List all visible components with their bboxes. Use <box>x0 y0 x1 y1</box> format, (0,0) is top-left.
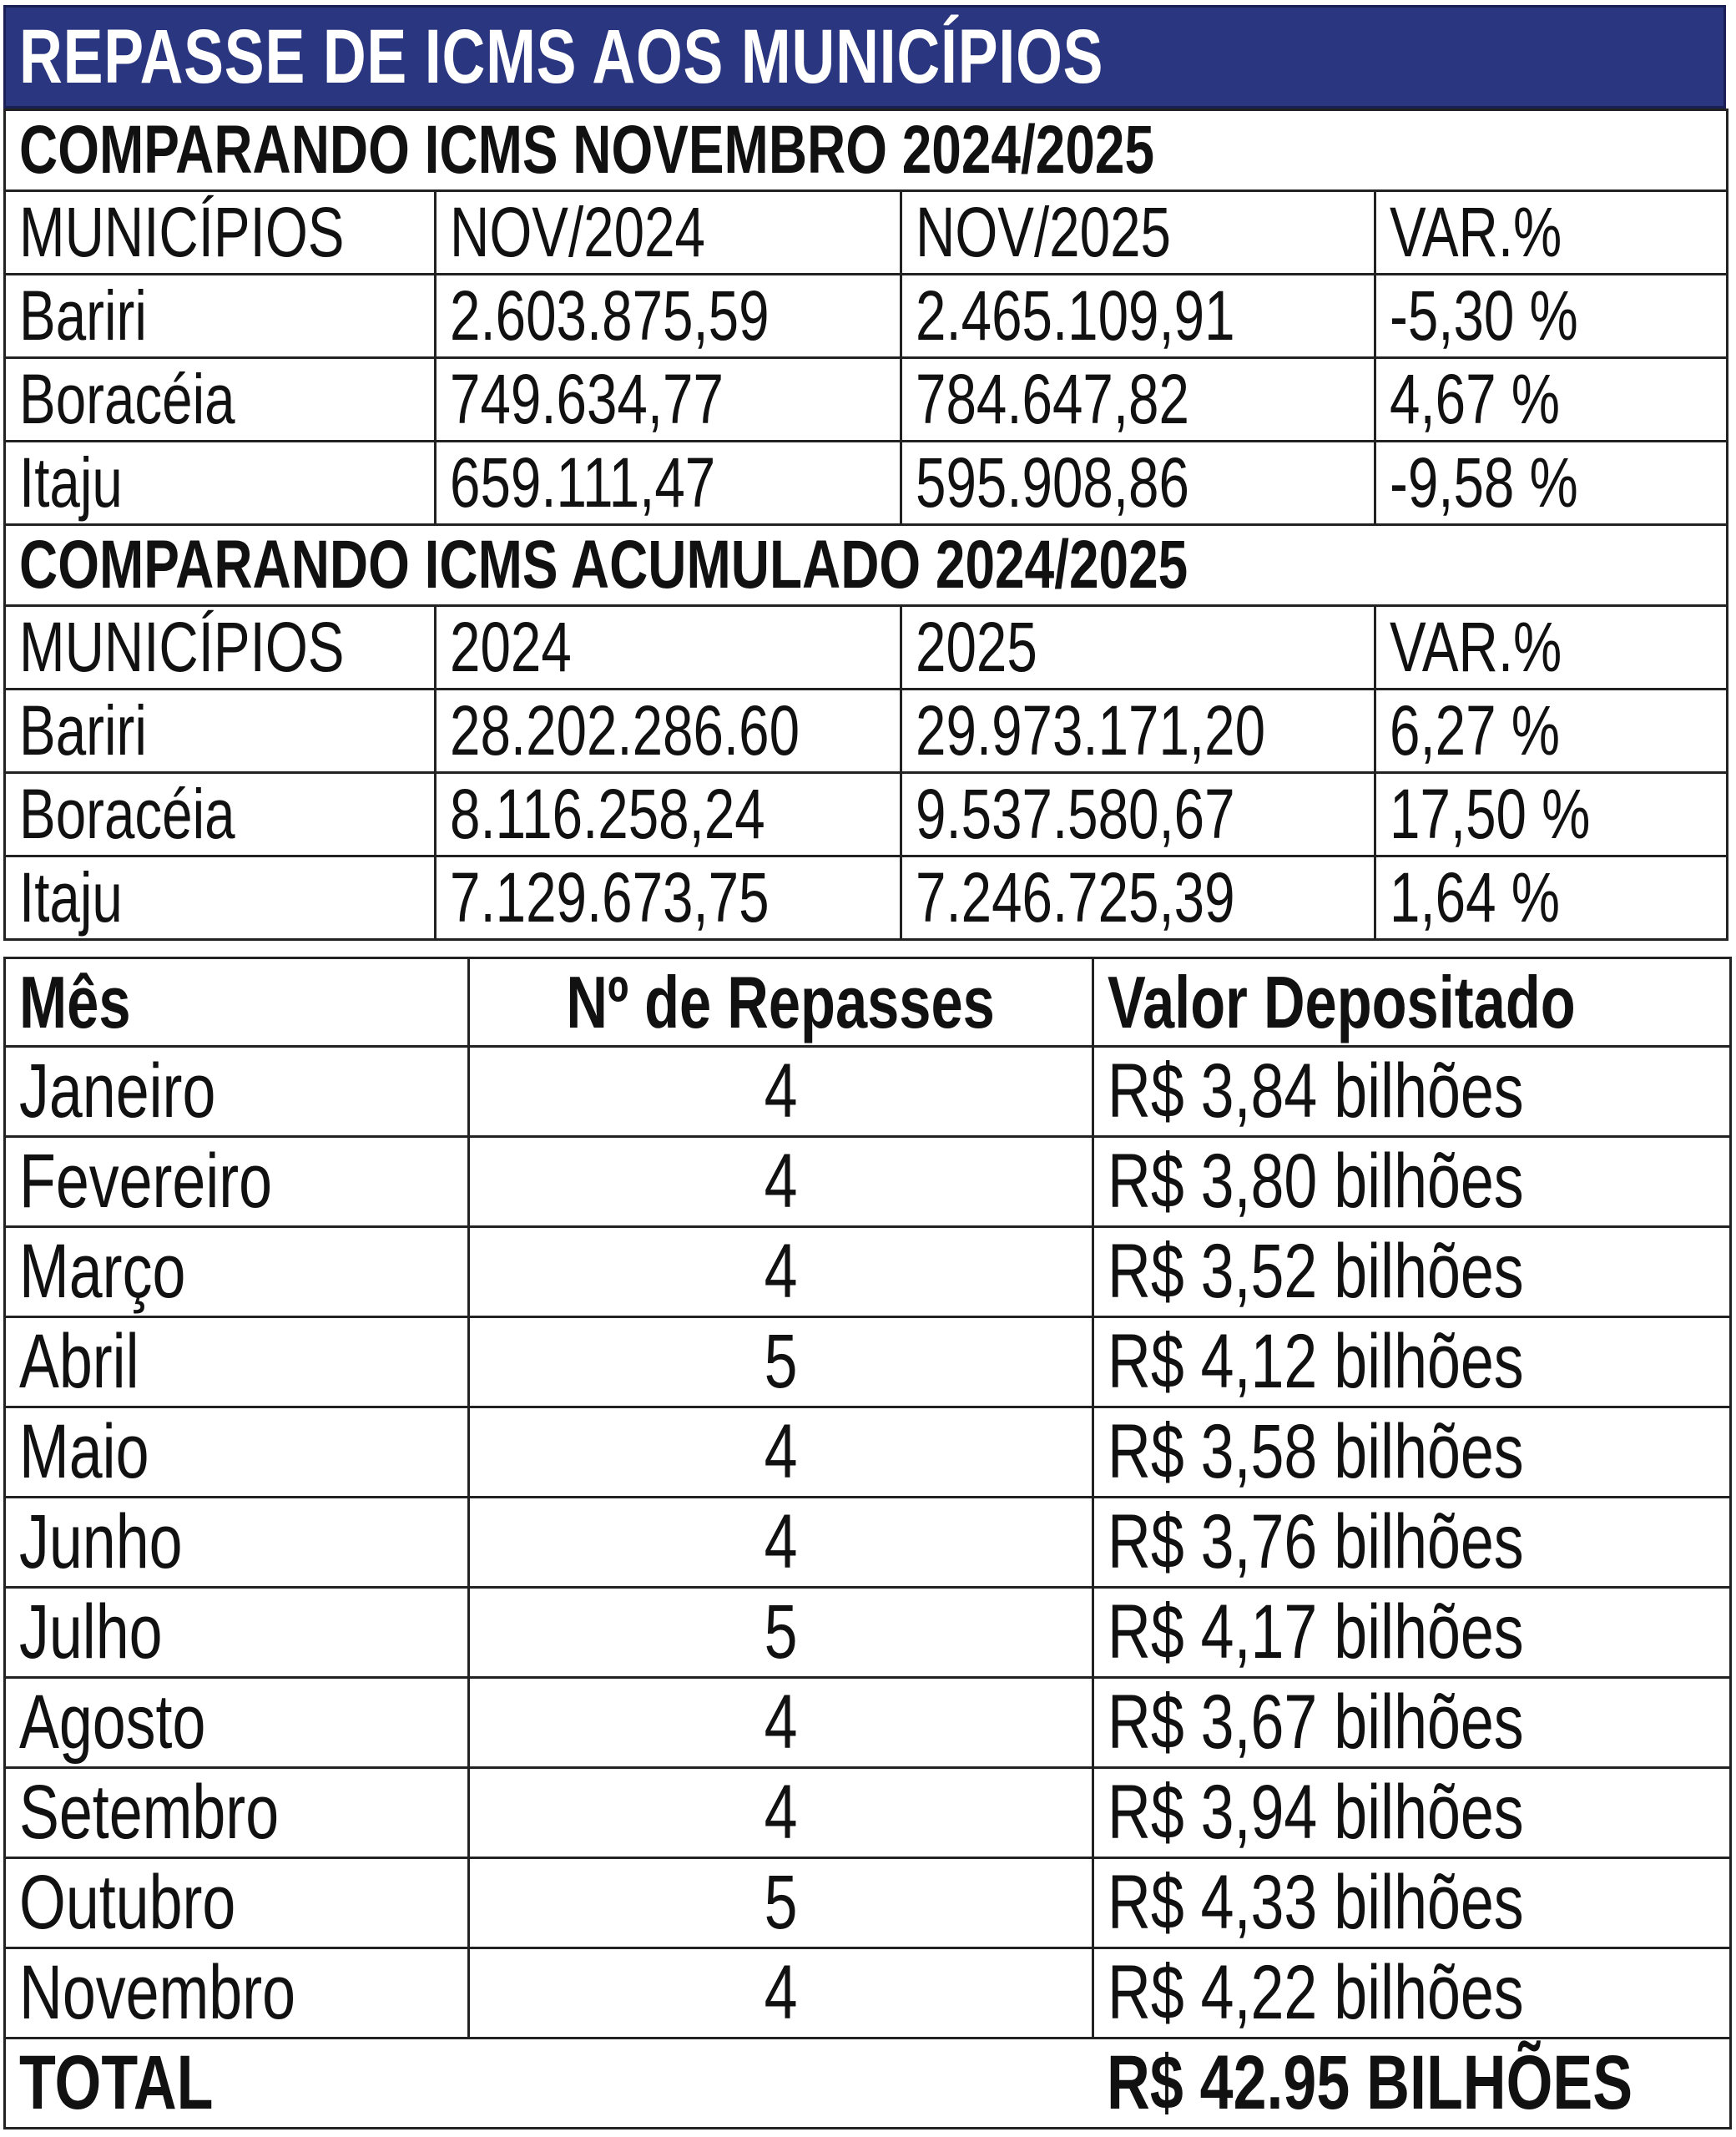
title-bar <box>3 5 1726 109</box>
transfer-count: 4 <box>764 1770 798 1855</box>
total-spacer <box>469 2038 1093 2129</box>
column-header: MUNICÍPIOS <box>19 193 345 271</box>
month-name: Agosto <box>19 1680 206 1765</box>
icms-comparison-block <box>3 5 1726 941</box>
column-header-value: Valor Depositado <box>1108 960 1576 1043</box>
month-name: Janeiro <box>19 1048 216 1134</box>
month-name: Novembro <box>19 1950 296 2035</box>
value-2025: 7.246.725,39 <box>916 858 1235 937</box>
transfer-count: 4 <box>764 1229 798 1314</box>
transfer-count: 4 <box>764 1048 798 1134</box>
table-row <box>5 856 1728 940</box>
transfer-count: 4 <box>764 1139 798 1224</box>
monthly-transfers-table <box>3 957 1732 2129</box>
monthly-transfers-block <box>3 957 1729 2129</box>
total-row <box>5 2038 1731 2129</box>
column-header-row <box>5 191 1728 275</box>
deposited-value: R$ 4,17 bilhões <box>1108 1589 1524 1675</box>
table-row <box>5 275 1728 358</box>
total-label: TOTAL <box>19 2040 214 2125</box>
value-2024: 7.129.673,75 <box>450 858 770 937</box>
month-name: Abril <box>19 1319 139 1404</box>
section-heading-accumulated: COMPARANDO ICMS ACUMULADO 2024/2025 <box>19 527 1188 603</box>
table-row <box>5 358 1728 442</box>
month-name: Julho <box>19 1589 163 1675</box>
variation-percent: 17,50 % <box>1390 775 1591 853</box>
month-name: Fevereiro <box>19 1139 273 1224</box>
value-2025: 2.465.109,91 <box>916 276 1235 355</box>
column-header: NOV/2025 <box>916 193 1171 271</box>
table-row <box>5 1498 1731 1588</box>
table-row <box>5 442 1728 525</box>
table-row <box>5 773 1728 856</box>
value-2025: 9.537.580,67 <box>916 775 1235 853</box>
variation-percent: -5,30 % <box>1390 276 1578 355</box>
municipality-name: Itaju <box>19 443 123 522</box>
value-2025: 29.973.171,20 <box>916 691 1266 770</box>
table-row <box>5 1137 1731 1227</box>
month-name: Março <box>19 1229 186 1314</box>
table-row <box>5 1227 1731 1317</box>
value-2024: 2.603.875,59 <box>450 276 770 355</box>
month-name: Setembro <box>19 1770 280 1855</box>
table-row <box>5 1768 1731 1858</box>
deposited-value: R$ 3,76 bilhões <box>1108 1499 1524 1584</box>
variation-percent: 4,67 % <box>1390 360 1560 438</box>
table-row <box>5 1588 1731 1678</box>
table-row <box>5 690 1728 773</box>
column-header-count: Nº de Repasses <box>566 960 996 1043</box>
column-header-row <box>5 958 1731 1047</box>
municipality-name: Boracéia <box>19 360 235 438</box>
deposited-value: R$ 3,84 bilhões <box>1108 1048 1524 1134</box>
value-2024: 749.634,77 <box>450 360 724 438</box>
municipality-name: Bariri <box>19 691 147 770</box>
value-2025: 595.908,86 <box>916 443 1189 522</box>
table-row <box>5 1317 1731 1407</box>
transfer-count: 4 <box>764 1409 798 1494</box>
transfer-count: 4 <box>764 1680 798 1765</box>
value-2024: 28.202.286.60 <box>450 691 800 770</box>
deposited-value: R$ 4,22 bilhões <box>1108 1950 1524 2035</box>
variation-percent: -9,58 % <box>1390 443 1578 522</box>
deposited-value: R$ 3,80 bilhões <box>1108 1139 1524 1224</box>
column-header-month: Mês <box>19 960 131 1043</box>
comparison-table <box>3 109 1728 941</box>
municipality-name: Itaju <box>19 858 123 937</box>
deposited-value: R$ 3,67 bilhões <box>1108 1680 1524 1765</box>
total-value: R$ 42.95 BILHÕES <box>1106 2040 1633 2125</box>
transfer-count: 5 <box>764 1589 798 1675</box>
month-name: Outubro <box>19 1860 236 1945</box>
municipality-name: Boracéia <box>19 775 235 853</box>
deposited-value: R$ 4,12 bilhões <box>1108 1319 1524 1404</box>
section-heading-row <box>5 110 1728 191</box>
column-header: VAR.% <box>1390 193 1562 271</box>
column-header: 2025 <box>916 608 1037 686</box>
table-row <box>5 1407 1731 1498</box>
municipality-name: Bariri <box>19 276 147 355</box>
variation-percent: 1,64 % <box>1390 858 1560 937</box>
transfer-count: 4 <box>764 1499 798 1584</box>
column-header: VAR.% <box>1390 608 1562 686</box>
table-row <box>5 1948 1731 2038</box>
transfer-count: 5 <box>764 1860 798 1945</box>
column-header: NOV/2024 <box>450 193 705 271</box>
section-heading-row <box>5 525 1728 606</box>
value-2025: 784.647,82 <box>916 360 1189 438</box>
table-row <box>5 1047 1731 1137</box>
deposited-value: R$ 4,33 bilhões <box>1108 1860 1524 1945</box>
variation-percent: 6,27 % <box>1390 691 1560 770</box>
month-name: Junho <box>19 1499 183 1584</box>
table-row <box>5 1678 1731 1768</box>
transfer-count: 5 <box>764 1319 798 1404</box>
value-2024: 8.116.258,24 <box>450 775 765 853</box>
deposited-value: R$ 3,52 bilhões <box>1108 1229 1524 1314</box>
column-header: 2024 <box>450 608 572 686</box>
value-2024: 659.111,47 <box>450 443 716 522</box>
month-name: Maio <box>19 1409 149 1494</box>
transfer-count: 4 <box>764 1950 798 2035</box>
page-title: REPASSE DE ICMS AOS MUNICÍPIOS <box>19 13 1104 99</box>
deposited-value: R$ 3,58 bilhões <box>1108 1409 1524 1494</box>
column-header: MUNICÍPIOS <box>19 608 345 686</box>
table-row <box>5 1858 1731 1948</box>
column-header-row <box>5 606 1728 690</box>
section-heading-november: COMPARANDO ICMS NOVEMBRO 2024/2025 <box>19 112 1155 188</box>
deposited-value: R$ 3,94 bilhões <box>1108 1770 1524 1855</box>
